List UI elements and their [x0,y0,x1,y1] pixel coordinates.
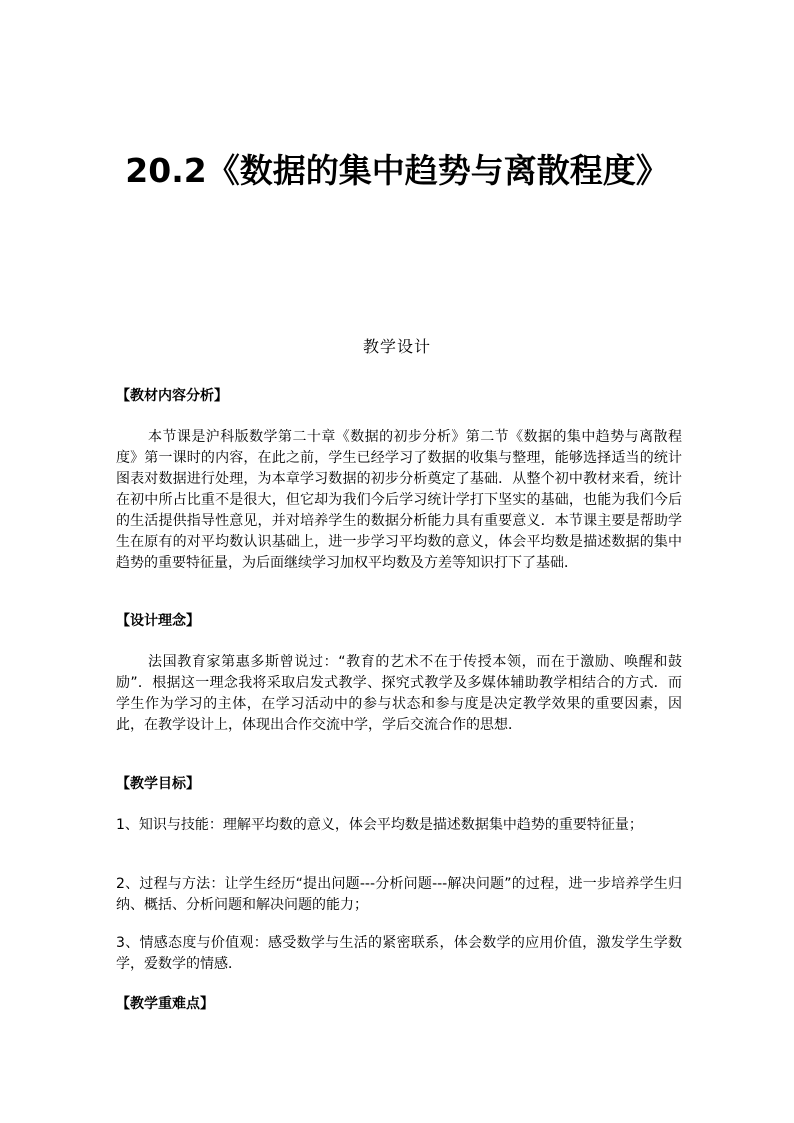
section-heading-key-points: 【教学重难点】 [116,996,214,1012]
document-subtitle: 教学设计 [362,337,431,356]
material-analysis-paragraph: 本节课是沪科版数学第二十章《数据的初步分析》第二节《数据的集中趋势与离散程度》第一课时的内容，在此之前，学生已经学习了数据的收集与整理，能够选择适当的统计图表对数据进行处理，为本章学习数据的初步分析奠定了基础．从整个初中教材来看，统计在初中所占比重不是很大，但它却为我们今后学习统计学打下坚实的基础，也能为我们今后的生活提供指导性意见，并对培养学生的数据分析能力具有重要意义．本节课主要是帮助学生在原有的对平均数认识基础上，进一步学习平均数的意义，体会平均数是描述数据的集中趋势的重要特征量，为后面继续学习加权平均数及方差等知识打下了基础． [116,429,682,571]
section-heading-objectives: 【教学目标】 [116,776,200,792]
objective-item-2: 2、过程与方法：让学生经历“提出问题---分析问题---解决问题”的过程，进一步培养学生归纳、概括、分析问题和解决问题的能力； [116,876,682,913]
document-title: 20.2《数据的集中趋势与离散程度》 [125,151,669,190]
objective-item-1: 1、知识与技能：理解平均数的意义，体会平均数是描述数据集中趋势的重要特征量； [116,817,643,833]
section-heading-material-analysis: 【教材内容分析】 [116,388,228,404]
design-concept-paragraph: 法国教育家第惠多斯曾说过：“教育的艺术不在于传授本领，而在于激励、唤醒和鼓励”．根据这一理念我将采取启发式教学、探究式教学及多媒体辅助教学相结合的方式．而学生作为学习的主体，在学习活动中的参与状态和参与度是决定教学效果的重要因素，因此，在教学设计上，体现出合作交流中学，学后交流合作的思想． [116,654,682,733]
objective-item-3: 3、情感态度与价值观：感受数学与生活的紧密联系，体会数学的应用价值，激发学生学数学，爱数学的情感． [116,935,682,972]
section-heading-design-concept: 【设计理念】 [116,613,200,629]
